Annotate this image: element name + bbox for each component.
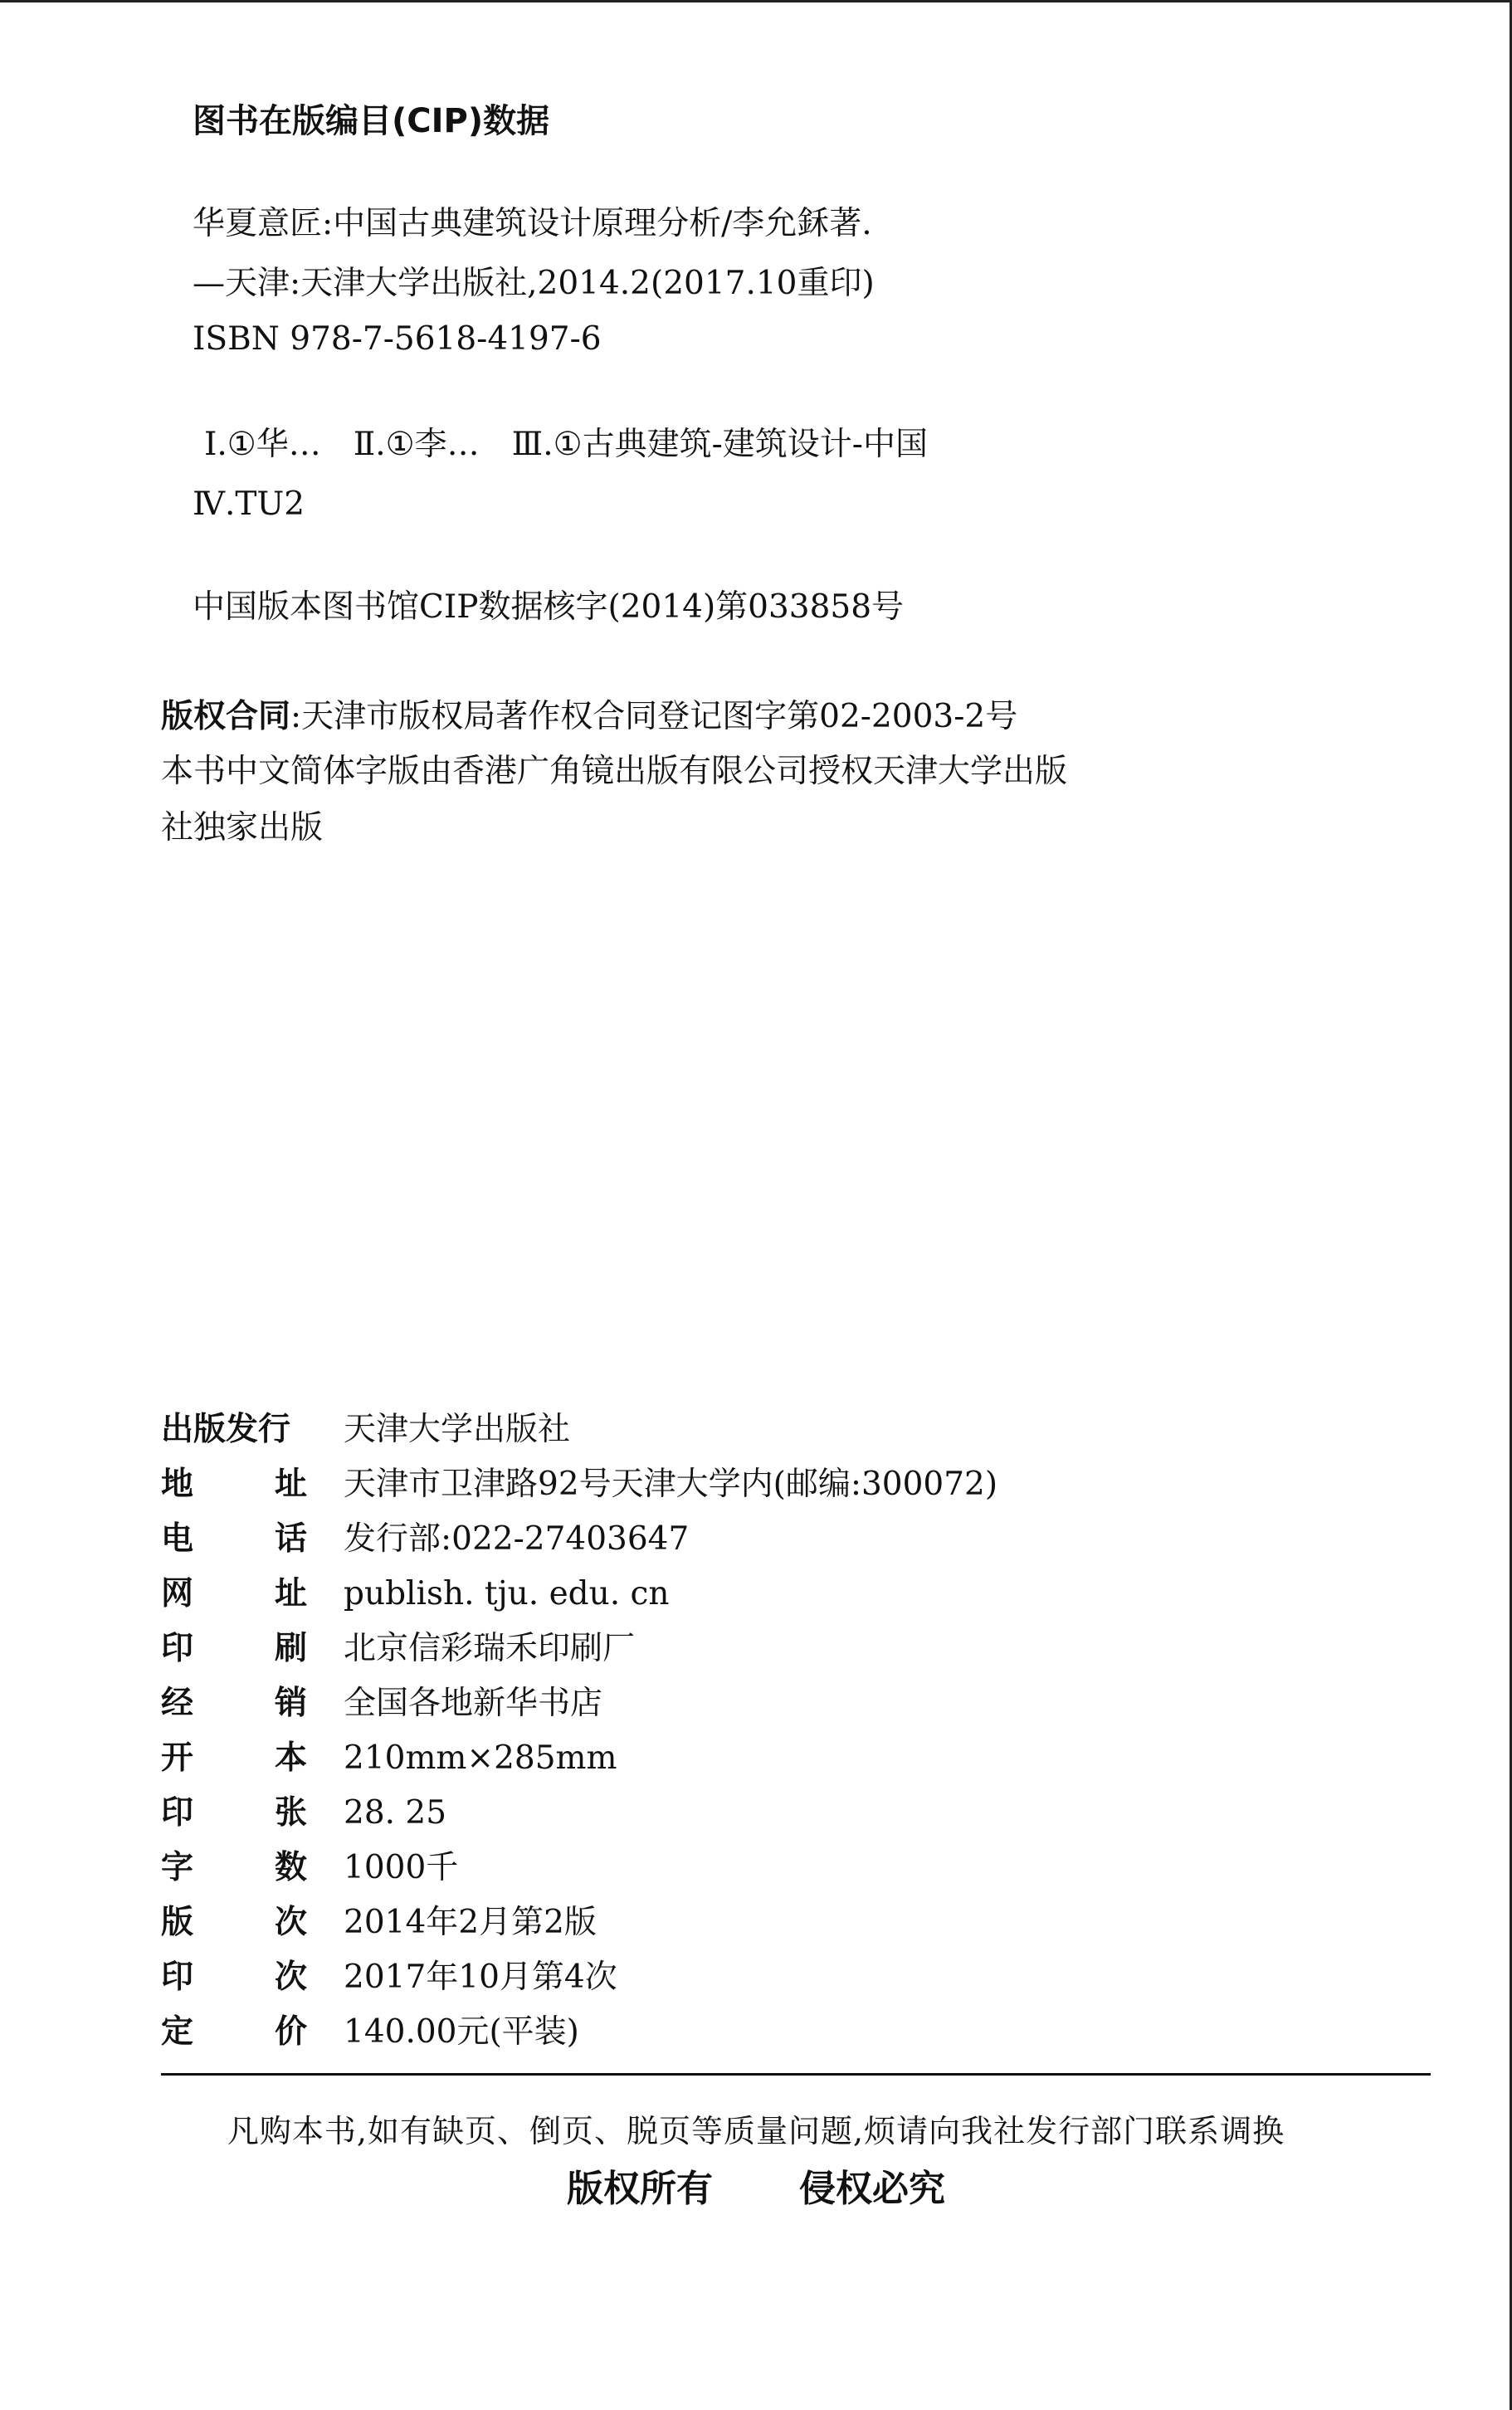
rights-statement bbox=[0, 2166, 1512, 2212]
info-label-char: 数 bbox=[274, 1849, 307, 1886]
info-label bbox=[161, 1622, 307, 1676]
info-label-char: 张 bbox=[274, 1794, 307, 1832]
copyright-contract bbox=[161, 697, 1017, 737]
info-label-char: 印 bbox=[161, 1630, 194, 1667]
info-row bbox=[161, 1841, 1157, 1895]
copyright-license-line-1: 本书中文简体字版由香港广角镜出版有限公司授权天津大学出版 bbox=[161, 753, 1068, 790]
cip-line-publisher: —天津:天津大学出版社,2014.2(2017.10重印) bbox=[193, 265, 875, 302]
info-row bbox=[161, 1512, 1157, 1567]
rights-reserved: 版权所有 bbox=[567, 2168, 713, 2210]
footer-divider bbox=[161, 2073, 1431, 2076]
info-row bbox=[161, 2005, 1157, 2060]
info-label-char: 本 bbox=[274, 1739, 307, 1777]
info-label-char: 次 bbox=[274, 1904, 307, 1941]
info-value: 全国各地新华书店 bbox=[344, 1685, 603, 1722]
info-label-char: 址 bbox=[274, 1466, 307, 1503]
info-label bbox=[161, 1731, 307, 1786]
info-label-char: 经 bbox=[161, 1685, 194, 1722]
info-label-char: 开 bbox=[161, 1739, 194, 1777]
page-border-top bbox=[0, 0, 1512, 2]
info-value: 2017年10月第4次 bbox=[344, 1959, 617, 1996]
copyright-license-line-2: 社独家出版 bbox=[161, 809, 324, 846]
info-value: 210mm×285mm bbox=[344, 1739, 617, 1777]
info-label: 出版发行 bbox=[161, 1411, 291, 1448]
info-label-char: 电 bbox=[161, 1520, 194, 1558]
info-value: 1000千 bbox=[344, 1849, 459, 1886]
info-value: 28. 25 bbox=[344, 1794, 447, 1832]
info-label-char: 网 bbox=[161, 1575, 194, 1612]
info-label bbox=[161, 2005, 307, 2060]
info-value: 发行部:022-27403647 bbox=[344, 1520, 690, 1558]
info-label-char: 销 bbox=[274, 1685, 307, 1722]
info-label-char: 印 bbox=[161, 1959, 194, 1996]
info-label-char: 价 bbox=[274, 2013, 307, 2051]
info-label bbox=[161, 1567, 307, 1622]
publication-info-list bbox=[161, 1403, 1157, 2060]
info-row bbox=[161, 1457, 1157, 1512]
copyright-contract-text: :天津市版权局著作权合同登记图字第02-2003-2号 bbox=[290, 698, 1018, 735]
info-row bbox=[161, 1786, 1157, 1841]
copyright-contract-label: 版权合同 bbox=[161, 698, 291, 735]
info-row bbox=[161, 1622, 1157, 1676]
cip-line-title-author: 华夏意匠:中国古典建筑设计原理分析/李允鉌著. bbox=[193, 205, 872, 242]
info-row bbox=[161, 1950, 1157, 2005]
info-label-char: 定 bbox=[161, 2013, 194, 2051]
info-label-char: 印 bbox=[161, 1794, 194, 1832]
cip-title: 图书在版编目(CIP)数据 bbox=[193, 102, 550, 140]
cip-line-tu-code: Ⅳ.TU2 bbox=[193, 485, 305, 523]
cip-line-record-number: 中国版本图书馆CIP数据核字(2014)第033858号 bbox=[193, 588, 905, 626]
info-value: 天津大学出版社 bbox=[344, 1411, 571, 1448]
info-label bbox=[161, 1841, 307, 1895]
info-label bbox=[161, 1950, 307, 2005]
info-label bbox=[161, 1786, 307, 1841]
info-label-char: 字 bbox=[161, 1849, 194, 1886]
info-row bbox=[161, 1567, 1157, 1622]
info-row bbox=[161, 1895, 1157, 1950]
cip-line-isbn: ISBN 978-7-5618-4197-6 bbox=[193, 320, 602, 358]
info-row bbox=[161, 1676, 1157, 1731]
info-value: 北京信彩瑞禾印刷厂 bbox=[344, 1630, 636, 1667]
info-label bbox=[161, 1676, 307, 1731]
info-value: 天津市卫津路92号天津大学内(邮编:300072) bbox=[344, 1466, 998, 1503]
quality-notice: 凡购本书,如有缺页、倒页、脱页等质量问题,烦请向我社发行部门联系调换 bbox=[227, 2113, 1285, 2149]
info-row bbox=[161, 1403, 1157, 1457]
info-label bbox=[161, 1457, 307, 1512]
info-value: publish. tju. edu. cn bbox=[344, 1575, 670, 1612]
info-label-char: 次 bbox=[274, 1959, 307, 1996]
cip-line-classification: Ⅰ.①华… Ⅱ.①李… Ⅲ.①古典建筑-建筑设计-中国 bbox=[204, 426, 928, 463]
info-label-char: 版 bbox=[161, 1904, 194, 1941]
info-value: 2014年2月第2版 bbox=[344, 1904, 597, 1941]
info-label-char: 刷 bbox=[274, 1630, 307, 1667]
info-label bbox=[161, 1512, 307, 1567]
info-label-char: 话 bbox=[274, 1520, 307, 1558]
info-row bbox=[161, 1731, 1157, 1786]
info-label bbox=[161, 1895, 307, 1950]
info-label-char: 址 bbox=[274, 1575, 307, 1612]
info-label-char: 地 bbox=[161, 1466, 194, 1503]
infringement-warning: 侵权必究 bbox=[799, 2168, 945, 2210]
info-value: 140.00元(平装) bbox=[344, 2013, 579, 2051]
